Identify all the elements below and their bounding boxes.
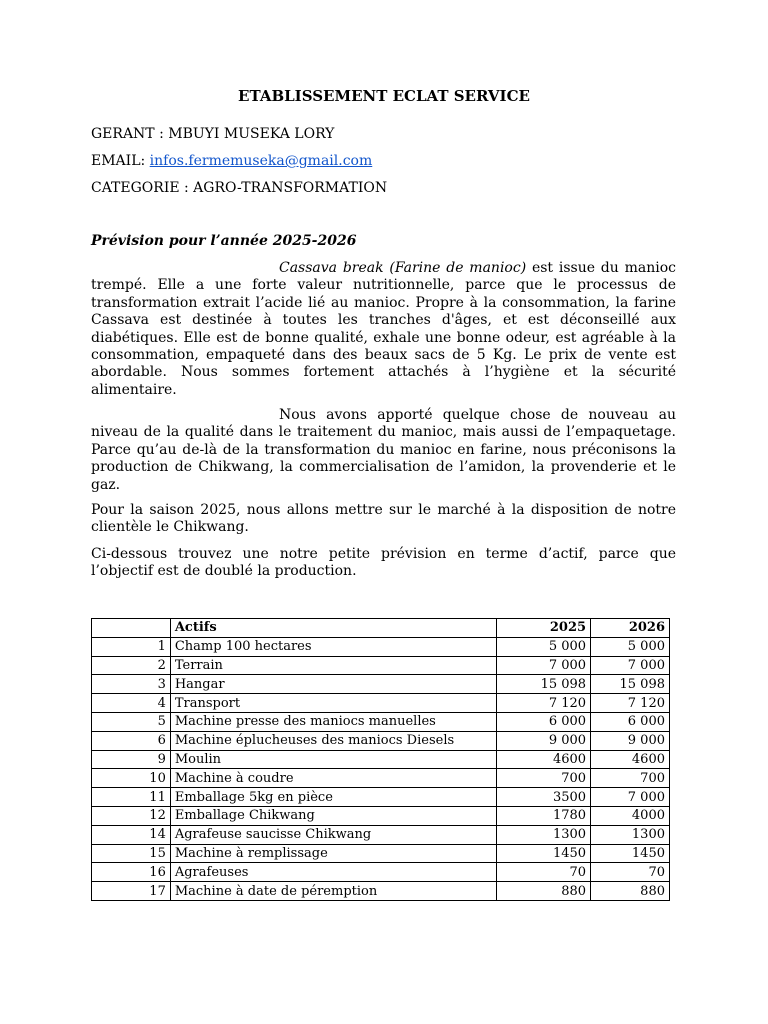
value-2026: 4600 (591, 750, 670, 769)
value-2025: 4600 (497, 750, 591, 769)
asset-name: Transport (170, 694, 496, 713)
asset-name: Machine presse des maniocs manuelles (170, 712, 496, 731)
table-row (92, 637, 670, 656)
document-title: ETABLISSEMENT ECLAT SERVICE (238, 87, 530, 105)
value-2025: 9 000 (497, 731, 591, 750)
value-2025: 6 000 (497, 712, 591, 731)
value-2025: 700 (497, 769, 591, 788)
col-header-2025: 2025 (497, 619, 591, 638)
asset-name: Agrafeuse saucisse Chikwang (170, 825, 496, 844)
email-line (91, 152, 372, 170)
row-number: 4 (92, 694, 171, 713)
table-row (92, 769, 670, 788)
value-2025: 15 098 (497, 675, 591, 694)
row-number: 6 (92, 731, 171, 750)
value-2026: 4000 (591, 806, 670, 825)
asset-name: Machine à date de péremption (170, 882, 496, 901)
value-2026: 880 (591, 882, 670, 901)
paragraph-novelty-text: Nous avons apporté quelque chose de nouveau au niveau de la qualité dans le traitement du manioc, mais aussi de l’empaquetage. Parce qu’au de-là de la transformation du manioc en farine, nous préconisons la production de Chikwang, la commercialisation de l’amidon, la provenderie et le gaz. (91, 407, 676, 493)
row-number: 5 (92, 712, 171, 731)
table-header-row (92, 619, 670, 638)
value-2026: 5 000 (591, 637, 670, 656)
row-number: 10 (92, 769, 171, 788)
value-2026: 1450 (591, 844, 670, 863)
asset-name: Hangar (170, 675, 496, 694)
row-number: 9 (92, 750, 171, 769)
table-row (92, 788, 670, 807)
assets-table (91, 618, 670, 901)
email-link[interactable]: infos.fermemuseka@gmail.com (149, 153, 373, 169)
paragraph-intro-text: est issue du manioc trempé. Elle a une forte valeur nutritionnelle, parce que le processus de transformation extrait l’acide lié au manioc. Propre à la consommation, la farine Cassava est destinée à toutes les tranches d'âges, et est déconseillé aux diabétiques. Elle est de bonne qualité, exhale une bonne odeur, est agréable à la consommation, empaqueté dans des beaux sacs de 5 Kg. Le prix de vente est abordable. Nous sommes fortement attachés à l’hygiène et la sécurité alimentaire. (91, 260, 676, 398)
email-label: EMAIL: (91, 153, 150, 169)
asset-name: Machine à remplissage (170, 844, 496, 863)
value-2025: 1450 (497, 844, 591, 863)
col-header-num (92, 619, 171, 638)
row-number: 11 (92, 788, 171, 807)
paragraph-forecast: Ci-dessous trouvez une notre petite prévision en terme d’actif, parce que l’objectif est de doublé la production. (91, 546, 676, 580)
table-row (92, 694, 670, 713)
value-2025: 70 (497, 863, 591, 882)
table-row (92, 675, 670, 694)
table-row (92, 863, 670, 882)
table-row (92, 806, 670, 825)
table-row (92, 750, 670, 769)
value-2025: 7 000 (497, 656, 591, 675)
asset-name: Terrain (170, 656, 496, 675)
asset-name: Emballage 5kg en pièce (170, 788, 496, 807)
table-body (92, 637, 670, 900)
value-2026: 1300 (591, 825, 670, 844)
row-number: 15 (92, 844, 171, 863)
paragraph-novelty (91, 407, 676, 494)
paragraph-season: Pour la saison 2025, nous allons mettre sur le marché à la disposition de notre clientèle le Chikwang. (91, 502, 676, 536)
value-2026: 15 098 (591, 675, 670, 694)
asset-name: Champ 100 hectares (170, 637, 496, 656)
paragraph-intro (91, 260, 676, 399)
asset-name: Agrafeuses (170, 863, 496, 882)
value-2026: 6 000 (591, 712, 670, 731)
asset-name: Emballage Chikwang (170, 806, 496, 825)
value-2025: 1300 (497, 825, 591, 844)
value-2026: 7 000 (591, 788, 670, 807)
col-header-actifs: Actifs (170, 619, 496, 638)
table-row (92, 731, 670, 750)
row-number: 16 (92, 863, 171, 882)
value-2026: 700 (591, 769, 670, 788)
table-row (92, 712, 670, 731)
table-row (92, 882, 670, 901)
value-2026: 7 120 (591, 694, 670, 713)
value-2025: 3500 (497, 788, 591, 807)
row-number: 1 (92, 637, 171, 656)
row-number: 12 (92, 806, 171, 825)
gerant-line: GERANT : MBUYI MUSEKA LORY (91, 126, 335, 142)
asset-name: Moulin (170, 750, 496, 769)
row-number: 2 (92, 656, 171, 675)
section-heading: Prévision pour l’année 2025-2026 (91, 233, 357, 249)
value-2026: 7 000 (591, 656, 670, 675)
value-2025: 1780 (497, 806, 591, 825)
value-2026: 70 (591, 863, 670, 882)
table-row (92, 844, 670, 863)
asset-name: Machine éplucheuses des maniocs Diesels (170, 731, 496, 750)
value-2025: 7 120 (497, 694, 591, 713)
product-name: Cassava break (Farine de manioc) (279, 260, 527, 276)
row-number: 14 (92, 825, 171, 844)
value-2026: 9 000 (591, 731, 670, 750)
value-2025: 5 000 (497, 637, 591, 656)
table-row (92, 825, 670, 844)
table-row (92, 656, 670, 675)
row-number: 17 (92, 882, 171, 901)
row-number: 3 (92, 675, 171, 694)
col-header-2026: 2026 (591, 619, 670, 638)
categorie-line: CATEGORIE : AGRO-TRANSFORMATION (91, 180, 388, 196)
asset-name: Machine à coudre (170, 769, 496, 788)
value-2025: 880 (497, 882, 591, 901)
